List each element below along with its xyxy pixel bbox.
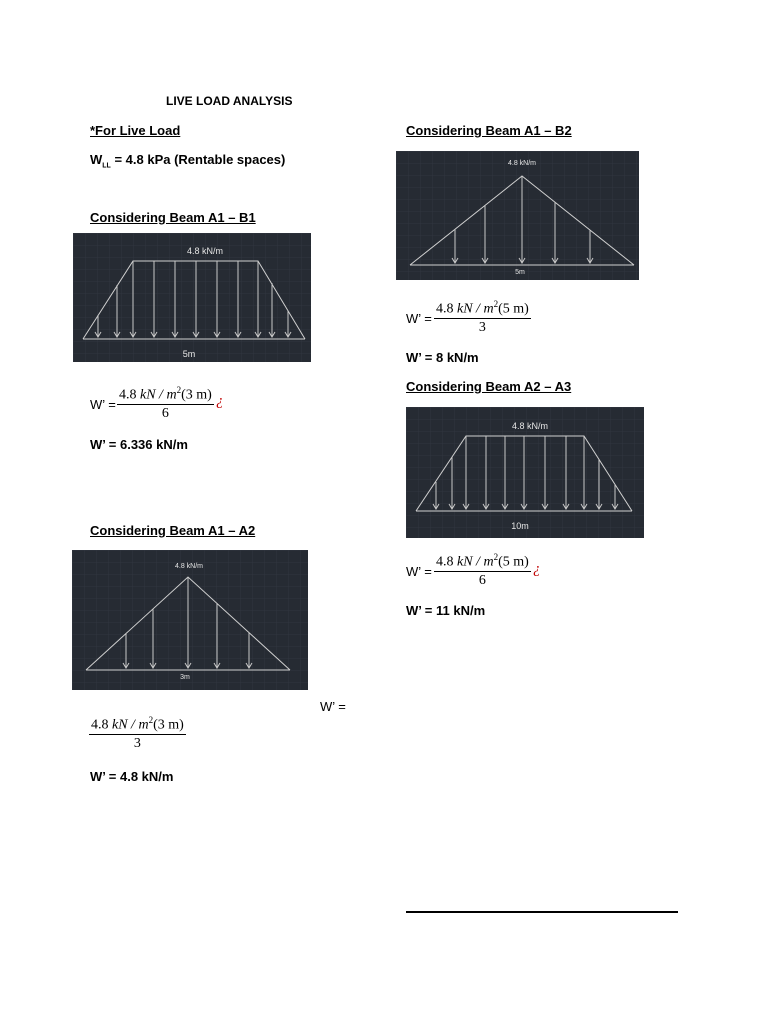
page-title: LIVE LOAD ANALYSIS: [166, 94, 293, 108]
load-label: 4.8 kN/m: [174, 563, 204, 570]
for-live-load-heading: *For Live Load: [90, 123, 181, 138]
load-label: 4.8 kN/m: [186, 246, 224, 256]
bottom-divider: [406, 911, 678, 913]
beam-a1-a2-heading: Considering Beam A1 – A2: [90, 523, 256, 538]
beam-a1-a2-w-label: W’ =: [320, 699, 346, 714]
load-label: 4.8 kN/m: [507, 160, 537, 167]
beam-a2-a3-result: W’ = 11 kN/m: [406, 603, 486, 618]
wll-subscript: LL: [102, 162, 111, 170]
fraction-numerator: 4.8 kN / $m^2(5$ m): [436, 552, 529, 570]
span-label: 5m: [182, 349, 196, 359]
beam-a1-b2-heading: Considering Beam A1 – B2: [406, 123, 572, 138]
beam-a1-a2-result: W’ = 4.8 kN/m: [90, 769, 174, 784]
beam-a1-b1-heading: Considering Beam A1 – B1: [90, 210, 256, 225]
beam-a2-a3-diagram: [406, 407, 644, 538]
beam-a1-b2-w-label: W’ =: [406, 311, 432, 326]
fraction-denominator: 6: [478, 572, 486, 588]
fraction-denominator: 6: [161, 405, 169, 421]
fraction-numerator: 4.8 kN / $m^2(3$ m): [91, 715, 184, 733]
beam-a2-a3-heading: Considering Beam A2 – A3: [406, 379, 572, 394]
beam-a1-b2-result: W’ = 8 kN/m: [406, 350, 479, 365]
beam-a1-b1-result: W’ = 6.336 kN/m: [90, 437, 188, 452]
beam-a1-a2-diagram: [72, 550, 308, 690]
fraction-denominator: 3: [478, 319, 486, 335]
beam-a1-b2-fraction: [434, 299, 531, 336]
beam-a1-b1-diagram: [73, 233, 311, 362]
span-label: 3m: [180, 674, 190, 681]
wll-line: [90, 152, 285, 170]
span-label: 10m: [511, 521, 529, 531]
beam-a2-a3-w-label: W’ =: [406, 564, 432, 579]
beam-a2-a3-trailing-mark: ¿: [533, 561, 541, 577]
wll-value: = 4.8 kPa (Rentable spaces): [110, 152, 286, 167]
wll-symbol: W: [90, 152, 103, 167]
fraction-denominator: 3: [133, 735, 141, 751]
beam-a2-a3-fraction: [434, 552, 531, 589]
beam-a1-b1-fraction: [117, 385, 214, 422]
span-label: 5m: [515, 269, 525, 276]
fraction-numerator: 4.8 kN / $m^2(3$ m): [119, 385, 212, 403]
beam-a1-b1-trailing-mark: ¿: [216, 393, 224, 409]
fraction-numerator: 4.8 kN / $m^2(5$ m): [436, 299, 529, 317]
beam-a1-a2-fraction: [89, 715, 186, 752]
load-label: 4.8 kN/m: [511, 421, 549, 431]
beam-a1-b2-diagram: [396, 151, 639, 280]
beam-a1-b1-w-label: W’ =: [90, 397, 116, 412]
